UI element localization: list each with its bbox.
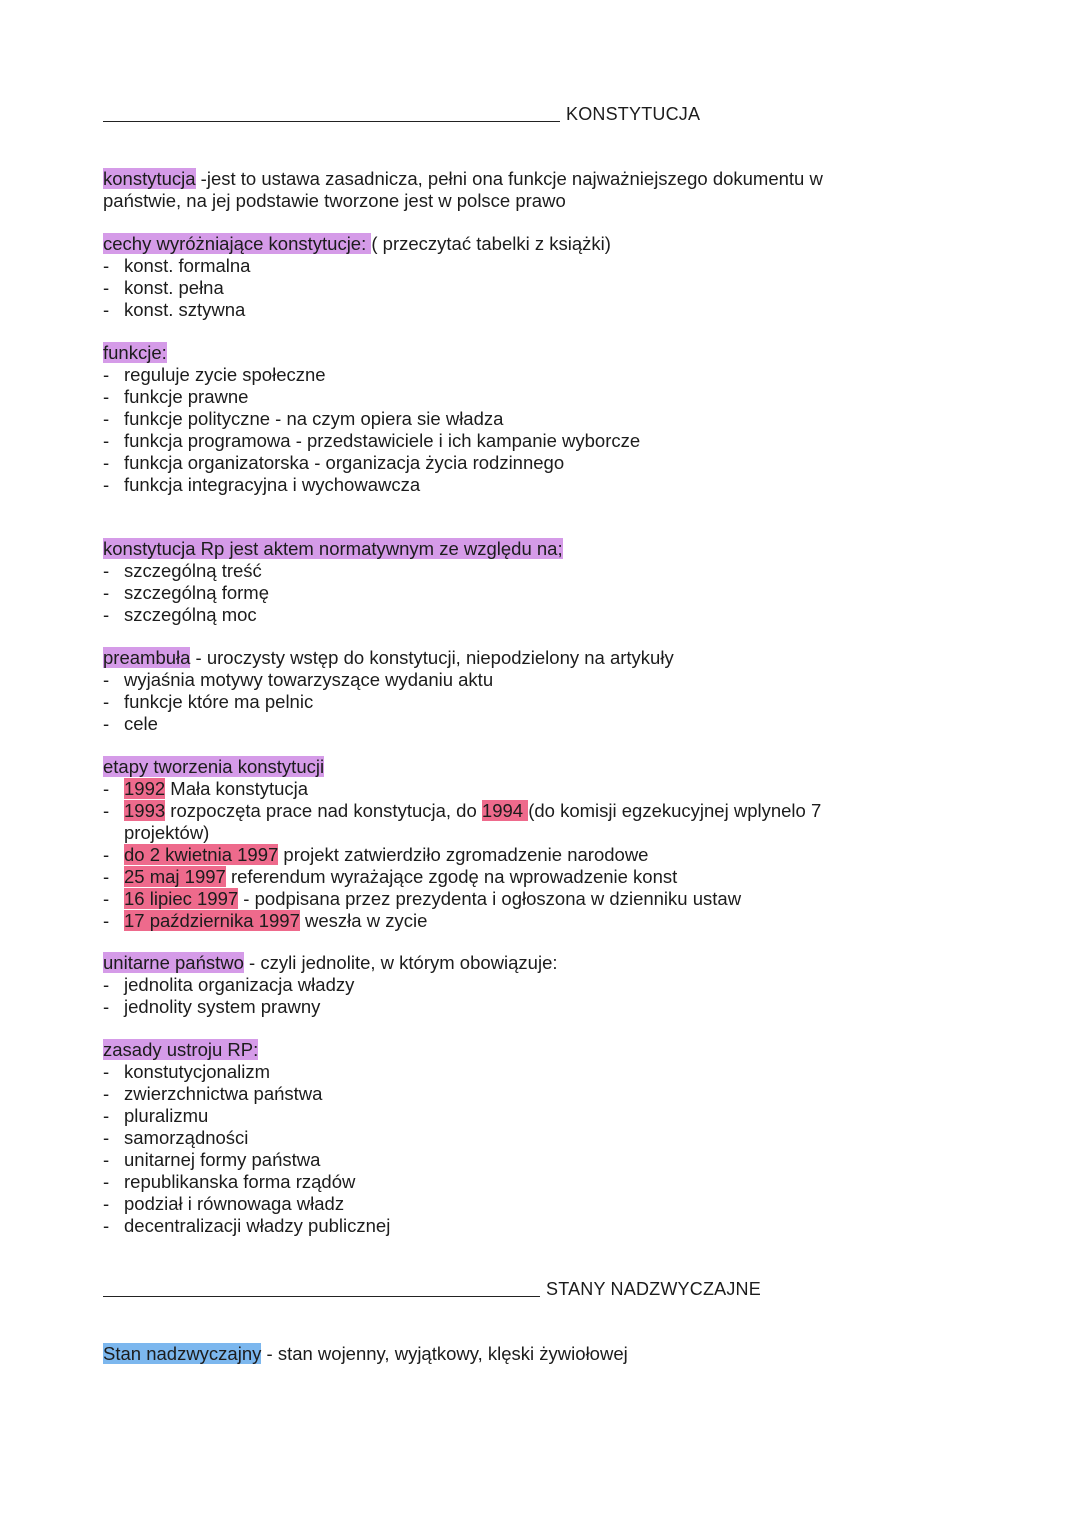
list-item: - samorządności [103, 1127, 249, 1148]
section-header-stany [103, 1273, 761, 1299]
list-item: - zwierzchnictwa państwa [103, 1083, 323, 1104]
list-item: - reguluje zycie społeczne [103, 364, 326, 385]
etapy-heading: etapy tworzenia konstytucji [103, 756, 325, 777]
list-item: - podział i równowaga władz [103, 1193, 345, 1214]
header-rule [103, 1295, 540, 1297]
list-item: - szczególną treść [103, 560, 262, 581]
unitarne-term: unitarne państwo [103, 952, 244, 973]
preambula-text: - uroczysty wstęp do konstytucji, niepodzielony na artykuły [190, 647, 674, 668]
date-highlight: 17 października 1997 [124, 910, 300, 931]
cechy-note: ( przeczytać tabelki z książki) [371, 233, 611, 254]
etapy-heading-line [103, 756, 324, 778]
akt-heading-line [103, 538, 563, 560]
list-item: - 17 października 1997 weszła w zycie [103, 910, 428, 931]
list-item: - 25 maj 1997 referendum wyrażające zgodę na wprowadzenie konst [103, 866, 678, 887]
list-item: - konstutycjonalizm [103, 1061, 271, 1082]
list-item: - republikanska forma rządów [103, 1171, 356, 1192]
list-item: - konst. formalna [103, 255, 251, 276]
list-item: - 1992 Mała konstytucja [103, 778, 309, 799]
date-highlight: 25 maj 1997 [124, 866, 226, 887]
list-item-continuation: projektów) [124, 822, 210, 843]
definition-text: -jest to ustawa zasadnicza, pełni ona funkcje najważniejszego dokumentu w [195, 168, 823, 189]
list-item: - funkcja organizatorska - organizacja życia rodzinnego [103, 452, 565, 473]
list-item: - funkcje prawne [103, 386, 249, 407]
definition-line-2: państwie, na jej podstawie tworzone jest w polsce prawo [103, 190, 566, 211]
list-item: - cele [103, 713, 158, 734]
stan-text: - stan wojenny, wyjątkowy, klęski żywiołowej [261, 1343, 628, 1364]
definition-line [103, 168, 823, 190]
list-item: - decentralizacji władzy publicznej [103, 1215, 391, 1236]
date-highlight: do 2 kwietnia 1997 [124, 844, 279, 865]
funkcje-heading: funkcje: [103, 342, 167, 363]
list-item: - pluralizmu [103, 1105, 209, 1126]
list-item: - konst. pełna [103, 277, 224, 298]
list-item: - funkcja programowa - przedstawiciele i ich kampanie wyborcze [103, 430, 641, 451]
cechy-heading: cechy wyróżniające konstytucje: [103, 233, 372, 254]
list-item: - do 2 kwietnia 1997 projekt zatwierdziło zgromadzenie narodowe [103, 844, 649, 865]
preambula-term: preambuła [103, 647, 191, 668]
list-item: - konst. sztywna [103, 299, 246, 320]
list-item: - 1993 rozpoczęta prace nad konstytucja, do 1994 (do komisji egzekucyjnej wplynelo 7 [103, 800, 822, 821]
list-item: - funkcje które ma pelnic [103, 691, 314, 712]
list-item: - wyjaśnia motywy towarzyszące wydaniu aktu [103, 669, 494, 690]
date-highlight: 1994 [481, 800, 529, 821]
list-item: - funkcje polityczne - na czym opiera sie władza [103, 408, 504, 429]
preambula-line [103, 647, 674, 669]
list-item: - 16 lipiec 1997 - podpisana przez prezydenta i ogłoszona w dzienniku ustaw [103, 888, 742, 909]
stan-line [103, 1343, 628, 1365]
date-highlight: 16 lipiec 1997 [124, 888, 239, 909]
list-item: - jednolity system prawny [103, 996, 321, 1017]
list-item: - szczególną moc [103, 604, 257, 625]
funkcje-heading-line [103, 342, 167, 364]
definition-term: konstytucja [103, 168, 196, 189]
section-title: KONSTYTUCJA [566, 104, 701, 124]
list-item: - jednolita organizacja władzy [103, 974, 355, 995]
zasady-heading: zasady ustroju RP: [103, 1039, 259, 1060]
cechy-heading-line [103, 233, 611, 255]
list-item: - szczególną formę [103, 582, 269, 603]
header-rule [103, 120, 560, 122]
unitarne-line [103, 952, 558, 974]
akt-heading: konstytucja Rp jest aktem normatywnym ze względu na; [103, 538, 563, 559]
date-highlight: 1992 [124, 778, 166, 799]
list-item: - unitarnej formy państwa [103, 1149, 321, 1170]
list-item: - funkcja integracyjna i wychowawcza [103, 474, 421, 495]
zasady-heading-line [103, 1039, 258, 1061]
stan-term: Stan nadzwyczajny [103, 1343, 262, 1364]
section-title: STANY NADZWYCZAJNE [546, 1279, 761, 1299]
section-header-konstytucja [103, 98, 700, 124]
date-highlight: 1993 [124, 800, 166, 821]
unitarne-text: - czyli jednolite, w którym obowiązuje: [243, 952, 558, 973]
